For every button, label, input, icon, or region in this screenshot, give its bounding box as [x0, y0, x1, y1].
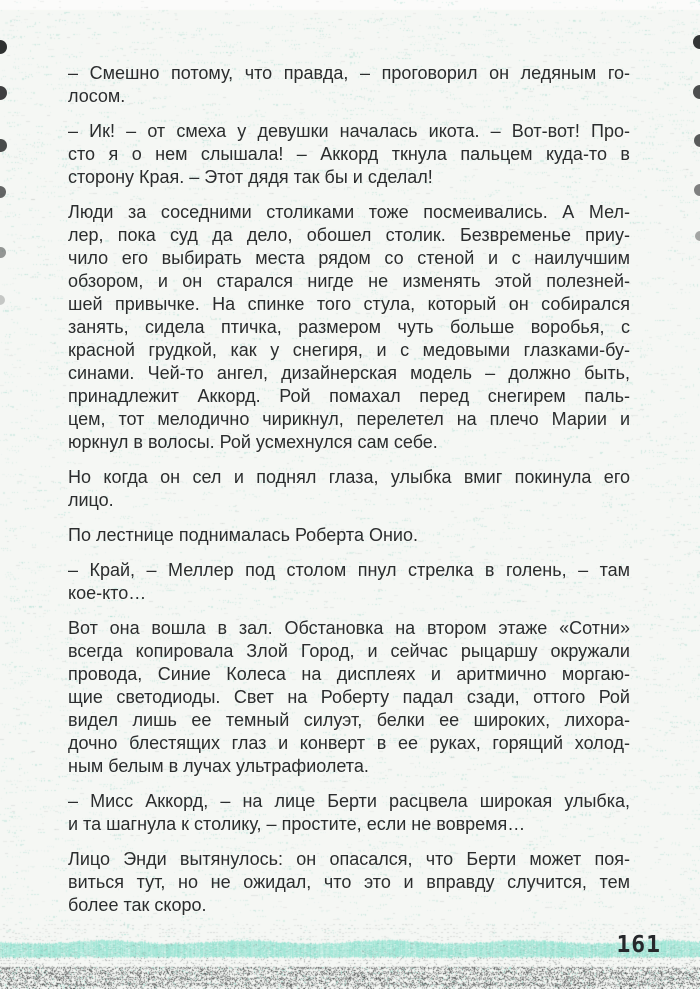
text-line: щие светодиоды. Свет на Роберту падал сзади, оттого Рой: [68, 687, 630, 707]
paragraph: [68, 201, 630, 454]
text-line: сто я о нем слышала! – Аккорд ткнула пальцем куда-то в: [68, 144, 630, 164]
paragraph: [68, 790, 630, 836]
paragraph: [68, 617, 630, 778]
text-line: – Мисс Аккорд, – на лице Берти расцвела широкая улыбка,: [68, 791, 630, 811]
text-line: красной грудкой, как у снегиря, и с медовыми глазками-бу-: [68, 340, 630, 360]
text-line: провода, Синие Колеса на дисплеях и аритмично моргаю-: [68, 664, 630, 684]
text-line: виться тут, но не ожидал, что это и вправду случится, тем: [68, 872, 630, 892]
text-line: – Ик! – от смеха у девушки началась икота. – Вот-вот! Про-: [68, 121, 630, 141]
page-number: 161: [616, 932, 661, 958]
text-line: принадлежит Аккорд. Рой помахал перед снегирем паль-: [68, 386, 630, 406]
text-line: всегда копировала Злой Город, и сейчас рыцаршу окружали: [68, 641, 630, 661]
text-line: лер, пока суд да дело, обошел столик. Безвременье приу-: [68, 225, 630, 245]
text-line: видел лишь ее темный силуэт, белки ее широких, лихора-: [68, 710, 630, 730]
text-line: и та шагнула к столику, – простите, если не вовремя…: [68, 814, 526, 834]
text-line: синами. Чей-то ангел, дизайнерская модель – должно быть,: [68, 363, 630, 383]
text-line: По лестнице поднималась Роберта Онио.: [68, 525, 418, 545]
text-line: шей привычке. На спинке того стула, который он собирался: [68, 294, 630, 314]
text-line: сторону Края. – Этот дядя так бы и сделал!: [68, 167, 433, 187]
binding-hole: [694, 134, 700, 147]
text-line: более так скоро.: [68, 895, 207, 915]
text-line: дочно блестящих глаз и конверт в ее руках, горящий холод-: [68, 733, 630, 753]
text-line: – Смешно потому, что правда, – проговорил он ледяным го-: [68, 63, 630, 83]
text-line: юркнул в волосы. Рой усмехнулся сам себе.: [68, 432, 438, 452]
page-text: [68, 62, 630, 929]
text-line: лосом.: [68, 86, 126, 106]
paragraph: [68, 524, 630, 547]
text-line: Люди за соседними столиками тоже посмеивались. А Мел-: [68, 202, 630, 222]
text-line: Лицо Энди вытянулось: он опасался, что Берти может поя-: [68, 849, 630, 869]
binding-hole: [0, 139, 7, 152]
paragraph: [68, 466, 630, 512]
text-line: – Край, – Меллер под столом пнул стрелка в голень, – там: [68, 560, 630, 580]
text-line: кое-кто…: [68, 583, 147, 603]
text-line: лицо.: [68, 490, 114, 510]
binding-hole: [0, 247, 6, 258]
text-line: Но когда он сел и поднял глаза, улыбка вмиг покинула его: [68, 467, 630, 487]
binding-hole: [695, 231, 700, 241]
text-line: цем, тот мелодично чирикнул, перелетел на плечо Марии и: [68, 409, 630, 429]
text-line: ным белым в лучах ультрафиолета.: [68, 756, 369, 776]
binding-hole: [693, 35, 700, 49]
text-line: чило его выбирать места рядом со стеной и с наилучшим: [68, 248, 630, 268]
paragraph: [68, 120, 630, 189]
text-line: занять, сидела птичка, размером чуть больше воробья, с: [68, 317, 630, 337]
text-line: обзором, и он старался нигде не изменять этой полезней-: [68, 271, 630, 291]
binding-hole: [694, 184, 700, 196]
paragraph: [68, 559, 630, 605]
paragraph: [68, 848, 630, 917]
binding-hole: [693, 85, 700, 99]
text-line: Вот она вошла в зал. Обстановка на втором этаже «Сотни»: [68, 618, 630, 638]
paragraph: [68, 62, 630, 108]
